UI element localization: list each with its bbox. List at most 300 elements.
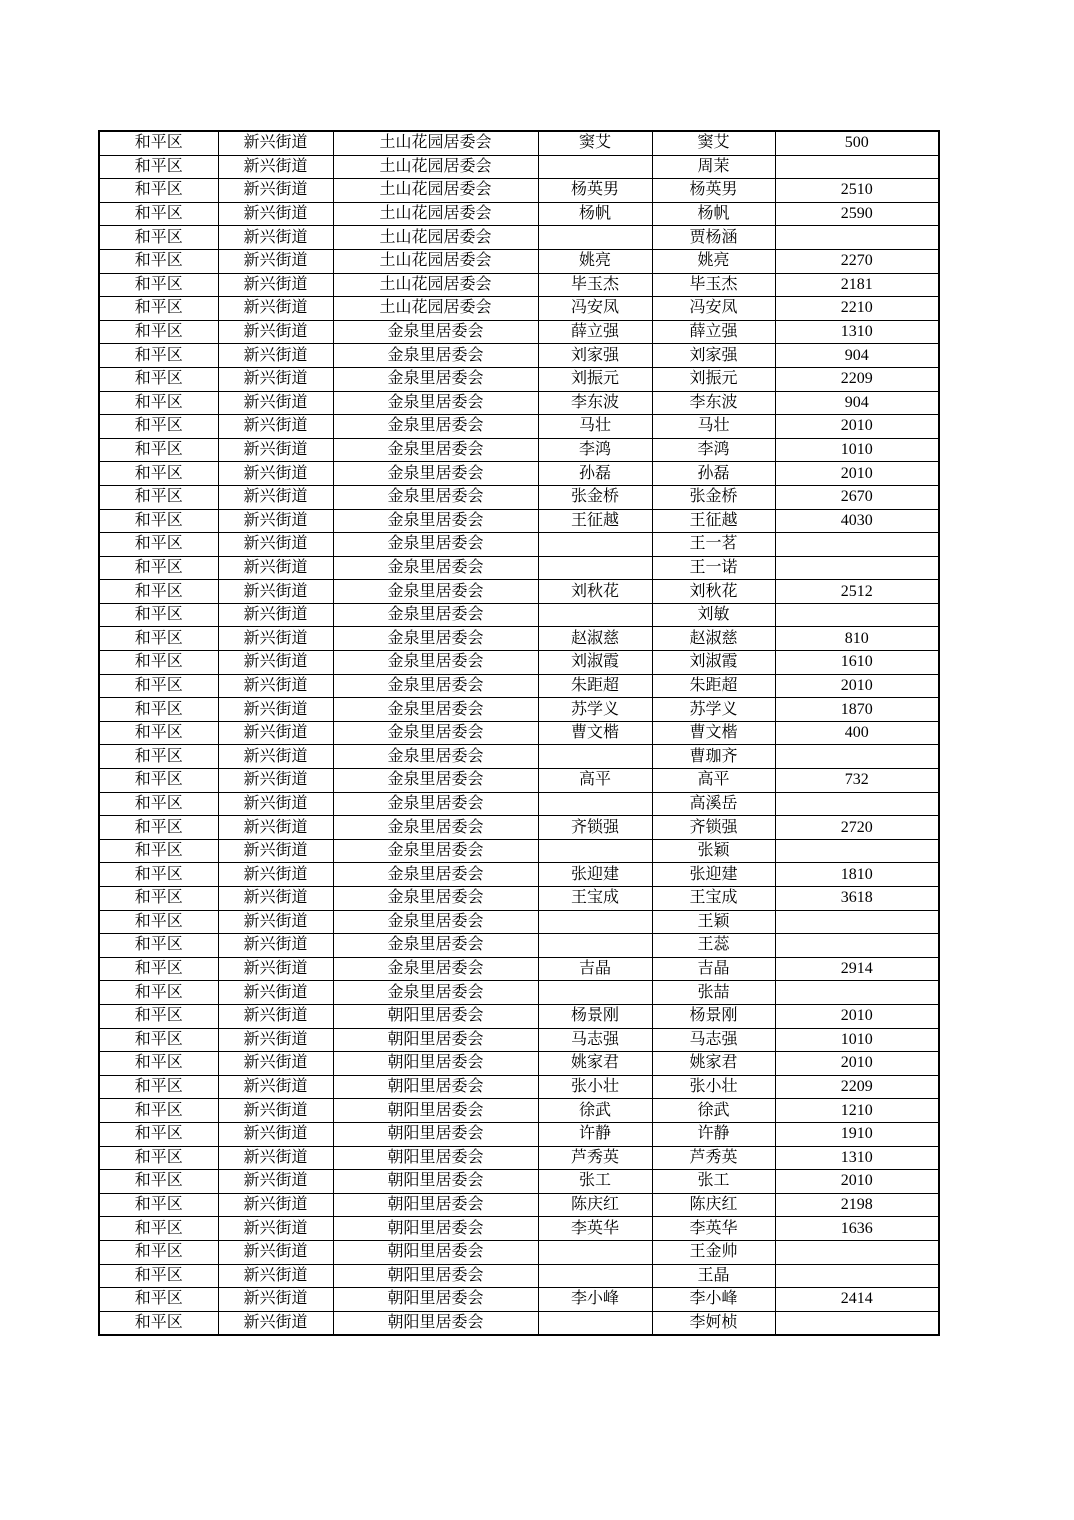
cell-name: [538, 155, 652, 179]
cell-name: 王征越: [538, 509, 652, 533]
cell-name: [538, 1264, 652, 1288]
cell-amount: 810: [775, 627, 939, 651]
cell-name: 高平: [538, 769, 652, 793]
cell-amount: 1870: [775, 698, 939, 722]
cell-name: 李小峰: [538, 1288, 652, 1312]
cell-committee: 金泉里居委会: [333, 556, 538, 580]
cell-district: 和平区: [99, 485, 218, 509]
cell-name: [538, 792, 652, 816]
cell-committee: 金泉里居委会: [333, 415, 538, 439]
cell-name2: 张喆: [652, 981, 775, 1005]
table-row: [99, 651, 939, 675]
cell-amount: 2010: [775, 1052, 939, 1076]
cell-name: 赵淑慈: [538, 627, 652, 651]
table-row: [99, 1240, 939, 1264]
cell-amount: [775, 155, 939, 179]
cell-amount: [775, 533, 939, 557]
cell-name: [538, 533, 652, 557]
table-row: [99, 1146, 939, 1170]
cell-district: 和平区: [99, 249, 218, 273]
cell-amount: 2181: [775, 273, 939, 297]
cell-name2: 张工: [652, 1170, 775, 1194]
cell-district: 和平区: [99, 462, 218, 486]
cell-committee: 金泉里居委会: [333, 462, 538, 486]
cell-name: 杨帆: [538, 202, 652, 226]
cell-street: 新兴街道: [218, 391, 333, 415]
cell-district: 和平区: [99, 1217, 218, 1241]
table-row: [99, 792, 939, 816]
cell-name2: 李鸿: [652, 438, 775, 462]
cell-amount: [775, 556, 939, 580]
cell-name2: 许静: [652, 1122, 775, 1146]
table-row: [99, 485, 939, 509]
cell-committee: 朝阳里居委会: [333, 1240, 538, 1264]
cell-district: 和平区: [99, 957, 218, 981]
cell-name2: 苏学义: [652, 698, 775, 722]
cell-amount: 400: [775, 721, 939, 745]
table-row: [99, 674, 939, 698]
cell-committee: 金泉里居委会: [333, 627, 538, 651]
cell-amount: [775, 603, 939, 627]
cell-amount: 1210: [775, 1099, 939, 1123]
cell-name: [538, 1311, 652, 1335]
cell-committee: 金泉里居委会: [333, 391, 538, 415]
table-row: [99, 226, 939, 250]
cell-district: 和平区: [99, 745, 218, 769]
cell-amount: [775, 792, 939, 816]
cell-street: 新兴街道: [218, 249, 333, 273]
cell-name: 冯安凤: [538, 297, 652, 321]
cell-street: 新兴街道: [218, 155, 333, 179]
table-row: [99, 627, 939, 651]
cell-district: 和平区: [99, 1193, 218, 1217]
cell-district: 和平区: [99, 580, 218, 604]
cell-district: 和平区: [99, 1311, 218, 1335]
table-row: [99, 816, 939, 840]
cell-name2: 李小峰: [652, 1288, 775, 1312]
table-row: [99, 297, 939, 321]
cell-committee: 朝阳里居委会: [333, 1028, 538, 1052]
cell-name: 杨英男: [538, 179, 652, 203]
cell-committee: 土山花园居委会: [333, 297, 538, 321]
cell-street: 新兴街道: [218, 839, 333, 863]
cell-district: 和平区: [99, 887, 218, 911]
cell-name2: 毕玉杰: [652, 273, 775, 297]
cell-amount: 2010: [775, 462, 939, 486]
cell-amount: 2914: [775, 957, 939, 981]
cell-street: 新兴街道: [218, 1288, 333, 1312]
table-row: [99, 1099, 939, 1123]
cell-name2: 王晶: [652, 1264, 775, 1288]
cell-committee: 金泉里居委会: [333, 839, 538, 863]
cell-street: 新兴街道: [218, 721, 333, 745]
cell-street: 新兴街道: [218, 745, 333, 769]
cell-amount: 1310: [775, 1146, 939, 1170]
cell-district: 和平区: [99, 792, 218, 816]
cell-name2: 姚亮: [652, 249, 775, 273]
cell-street: 新兴街道: [218, 131, 333, 155]
cell-name2: 李英华: [652, 1217, 775, 1241]
table-row: [99, 273, 939, 297]
table-row: [99, 202, 939, 226]
cell-street: 新兴街道: [218, 1217, 333, 1241]
cell-district: 和平区: [99, 1240, 218, 1264]
cell-name2: 冯安凤: [652, 297, 775, 321]
cell-name: 陈庆红: [538, 1193, 652, 1217]
cell-district: 和平区: [99, 1052, 218, 1076]
cell-committee: 金泉里居委会: [333, 934, 538, 958]
cell-amount: 500: [775, 131, 939, 155]
table-row: [99, 1288, 939, 1312]
cell-street: 新兴街道: [218, 1240, 333, 1264]
cell-street: 新兴街道: [218, 1075, 333, 1099]
cell-district: 和平区: [99, 556, 218, 580]
cell-committee: 土山花园居委会: [333, 155, 538, 179]
cell-committee: 朝阳里居委会: [333, 1004, 538, 1028]
cell-street: 新兴街道: [218, 415, 333, 439]
cell-street: 新兴街道: [218, 179, 333, 203]
cell-amount: 2414: [775, 1288, 939, 1312]
cell-name2: 王一诺: [652, 556, 775, 580]
cell-amount: 2210: [775, 297, 939, 321]
cell-street: 新兴街道: [218, 1122, 333, 1146]
cell-name: [538, 745, 652, 769]
cell-committee: 土山花园居委会: [333, 249, 538, 273]
cell-committee: 金泉里居委会: [333, 957, 538, 981]
cell-name: [538, 556, 652, 580]
table-row: [99, 1004, 939, 1028]
cell-district: 和平区: [99, 320, 218, 344]
table-row: [99, 415, 939, 439]
cell-street: 新兴街道: [218, 202, 333, 226]
cell-name2: 曹珈齐: [652, 745, 775, 769]
cell-amount: [775, 1311, 939, 1335]
cell-name2: 李东波: [652, 391, 775, 415]
cell-amount: 2010: [775, 1004, 939, 1028]
cell-committee: 朝阳里居委会: [333, 1075, 538, 1099]
cell-name: 刘家强: [538, 344, 652, 368]
cell-district: 和平区: [99, 367, 218, 391]
cell-amount: 2010: [775, 674, 939, 698]
cell-name2: 徐武: [652, 1099, 775, 1123]
cell-committee: 金泉里居委会: [333, 721, 538, 745]
cell-name2: 吉晶: [652, 957, 775, 981]
cell-district: 和平区: [99, 131, 218, 155]
cell-district: 和平区: [99, 603, 218, 627]
cell-district: 和平区: [99, 816, 218, 840]
cell-committee: 金泉里居委会: [333, 816, 538, 840]
cell-district: 和平区: [99, 533, 218, 557]
cell-district: 和平区: [99, 627, 218, 651]
cell-committee: 金泉里居委会: [333, 769, 538, 793]
cell-name2: 王颖: [652, 910, 775, 934]
cell-amount: 1610: [775, 651, 939, 675]
cell-committee: 金泉里居委会: [333, 863, 538, 887]
cell-name2: 贾杨涵: [652, 226, 775, 250]
cell-street: 新兴街道: [218, 533, 333, 557]
cell-committee: 金泉里居委会: [333, 698, 538, 722]
cell-name: 刘振元: [538, 367, 652, 391]
cell-name2: 刘家强: [652, 344, 775, 368]
cell-amount: 2010: [775, 1170, 939, 1194]
cell-name2: 薛立强: [652, 320, 775, 344]
cell-street: 新兴街道: [218, 1052, 333, 1076]
cell-district: 和平区: [99, 981, 218, 1005]
cell-street: 新兴街道: [218, 273, 333, 297]
cell-amount: 2510: [775, 179, 939, 203]
cell-district: 和平区: [99, 226, 218, 250]
cell-name2: 杨英男: [652, 179, 775, 203]
table-row: [99, 179, 939, 203]
cell-district: 和平区: [99, 839, 218, 863]
cell-committee: 朝阳里居委会: [333, 1217, 538, 1241]
table-row: [99, 1028, 939, 1052]
table-row: [99, 769, 939, 793]
cell-name2: 赵淑慈: [652, 627, 775, 651]
cell-committee: 金泉里居委会: [333, 485, 538, 509]
cell-committee: 金泉里居委会: [333, 792, 538, 816]
table-row: [99, 957, 939, 981]
cell-amount: 3618: [775, 887, 939, 911]
cell-name: 李英华: [538, 1217, 652, 1241]
cell-district: 和平区: [99, 651, 218, 675]
cell-district: 和平区: [99, 202, 218, 226]
cell-name: 齐锁强: [538, 816, 652, 840]
cell-committee: 朝阳里居委会: [333, 1311, 538, 1335]
cell-street: 新兴街道: [218, 320, 333, 344]
cell-committee: 金泉里居委会: [333, 910, 538, 934]
cell-committee: 朝阳里居委会: [333, 1264, 538, 1288]
cell-amount: 904: [775, 344, 939, 368]
cell-amount: 904: [775, 391, 939, 415]
cell-name2: 马志强: [652, 1028, 775, 1052]
cell-committee: 金泉里居委会: [333, 367, 538, 391]
cell-committee: 土山花园居委会: [333, 226, 538, 250]
cell-name2: 朱距超: [652, 674, 775, 698]
cell-name2: 杨景刚: [652, 1004, 775, 1028]
cell-street: 新兴街道: [218, 674, 333, 698]
table-row: [99, 344, 939, 368]
cell-committee: 土山花园居委会: [333, 179, 538, 203]
cell-street: 新兴街道: [218, 1264, 333, 1288]
cell-name: 马志强: [538, 1028, 652, 1052]
cell-district: 和平区: [99, 1146, 218, 1170]
cell-district: 和平区: [99, 179, 218, 203]
cell-amount: 2720: [775, 816, 939, 840]
cell-amount: 1910: [775, 1122, 939, 1146]
cell-street: 新兴街道: [218, 698, 333, 722]
cell-street: 新兴街道: [218, 769, 333, 793]
cell-amount: [775, 1240, 939, 1264]
cell-street: 新兴街道: [218, 344, 333, 368]
cell-committee: 土山花园居委会: [333, 202, 538, 226]
residents-table-body: [99, 131, 939, 1335]
table-row: [99, 1217, 939, 1241]
cell-district: 和平区: [99, 910, 218, 934]
cell-name: [538, 226, 652, 250]
cell-name2: 刘敏: [652, 603, 775, 627]
cell-district: 和平区: [99, 1099, 218, 1123]
table-row: [99, 320, 939, 344]
cell-name: 芦秀英: [538, 1146, 652, 1170]
cell-district: 和平区: [99, 1264, 218, 1288]
cell-district: 和平区: [99, 934, 218, 958]
cell-district: 和平区: [99, 509, 218, 533]
cell-district: 和平区: [99, 863, 218, 887]
table-row: [99, 863, 939, 887]
cell-amount: [775, 910, 939, 934]
cell-name: 姚家君: [538, 1052, 652, 1076]
cell-name: 窦艾: [538, 131, 652, 155]
cell-committee: 金泉里居委会: [333, 438, 538, 462]
cell-name: 杨景刚: [538, 1004, 652, 1028]
cell-name2: 周茉: [652, 155, 775, 179]
cell-street: 新兴街道: [218, 910, 333, 934]
cell-committee: 土山花园居委会: [333, 131, 538, 155]
cell-district: 和平区: [99, 1004, 218, 1028]
cell-district: 和平区: [99, 769, 218, 793]
cell-name: 朱距超: [538, 674, 652, 698]
table-row: [99, 1075, 939, 1099]
cell-committee: 朝阳里居委会: [333, 1170, 538, 1194]
cell-amount: [775, 745, 939, 769]
cell-street: 新兴街道: [218, 981, 333, 1005]
cell-amount: [775, 1264, 939, 1288]
cell-district: 和平区: [99, 721, 218, 745]
cell-name: 刘秋花: [538, 580, 652, 604]
cell-street: 新兴街道: [218, 603, 333, 627]
cell-name: 张金桥: [538, 485, 652, 509]
cell-street: 新兴街道: [218, 1170, 333, 1194]
cell-committee: 金泉里居委会: [333, 981, 538, 1005]
cell-district: 和平区: [99, 1075, 218, 1099]
cell-street: 新兴街道: [218, 934, 333, 958]
cell-name2: 刘淑霞: [652, 651, 775, 675]
cell-name: 曹文楷: [538, 721, 652, 745]
cell-street: 新兴街道: [218, 863, 333, 887]
cell-committee: 朝阳里居委会: [333, 1193, 538, 1217]
cell-district: 和平区: [99, 674, 218, 698]
table-row: [99, 131, 939, 155]
cell-committee: 朝阳里居委会: [333, 1052, 538, 1076]
cell-name2: 陈庆红: [652, 1193, 775, 1217]
cell-committee: 金泉里居委会: [333, 745, 538, 769]
cell-street: 新兴街道: [218, 556, 333, 580]
table-row: [99, 367, 939, 391]
cell-name2: 高平: [652, 769, 775, 793]
cell-committee: 金泉里居委会: [333, 887, 538, 911]
cell-street: 新兴街道: [218, 1193, 333, 1217]
cell-street: 新兴街道: [218, 1028, 333, 1052]
cell-name: 吉晶: [538, 957, 652, 981]
residents-table: [98, 130, 940, 1336]
cell-name2: 高溪岳: [652, 792, 775, 816]
cell-amount: 1010: [775, 438, 939, 462]
cell-street: 新兴街道: [218, 1004, 333, 1028]
cell-street: 新兴街道: [218, 297, 333, 321]
cell-name: 王宝成: [538, 887, 652, 911]
cell-name2: 王一茗: [652, 533, 775, 557]
cell-name2: 张金桥: [652, 485, 775, 509]
cell-name2: 王征越: [652, 509, 775, 533]
cell-amount: 2198: [775, 1193, 939, 1217]
cell-name2: 曹文楷: [652, 721, 775, 745]
cell-street: 新兴街道: [218, 1099, 333, 1123]
cell-committee: 朝阳里居委会: [333, 1288, 538, 1312]
table-row: [99, 887, 939, 911]
cell-name: 李东波: [538, 391, 652, 415]
cell-amount: 2590: [775, 202, 939, 226]
cell-street: 新兴街道: [218, 580, 333, 604]
cell-name2: 王蕊: [652, 934, 775, 958]
cell-name2: 张迎建: [652, 863, 775, 887]
cell-committee: 朝阳里居委会: [333, 1146, 538, 1170]
cell-district: 和平区: [99, 1170, 218, 1194]
cell-street: 新兴街道: [218, 957, 333, 981]
cell-name2: 王宝成: [652, 887, 775, 911]
cell-committee: 金泉里居委会: [333, 344, 538, 368]
table-row: [99, 934, 939, 958]
cell-name: 孙磊: [538, 462, 652, 486]
cell-name2: 刘振元: [652, 367, 775, 391]
cell-name: [538, 603, 652, 627]
table-row: [99, 603, 939, 627]
cell-name2: 刘秋花: [652, 580, 775, 604]
cell-name2: 芦秀英: [652, 1146, 775, 1170]
cell-name: [538, 934, 652, 958]
cell-amount: 2270: [775, 249, 939, 273]
cell-name: [538, 839, 652, 863]
cell-committee: 金泉里居委会: [333, 533, 538, 557]
table-row: [99, 1311, 939, 1335]
cell-street: 新兴街道: [218, 509, 333, 533]
cell-name: 张工: [538, 1170, 652, 1194]
cell-amount: [775, 934, 939, 958]
table-row: [99, 556, 939, 580]
cell-name2: 杨帆: [652, 202, 775, 226]
cell-name: 苏学义: [538, 698, 652, 722]
cell-committee: 金泉里居委会: [333, 603, 538, 627]
cell-district: 和平区: [99, 415, 218, 439]
cell-committee: 金泉里居委会: [333, 651, 538, 675]
cell-street: 新兴街道: [218, 1146, 333, 1170]
cell-street: 新兴街道: [218, 462, 333, 486]
cell-name: 薛立强: [538, 320, 652, 344]
table-row: [99, 249, 939, 273]
table-row: [99, 1170, 939, 1194]
cell-amount: 1810: [775, 863, 939, 887]
table-row: [99, 155, 939, 179]
cell-name: 马壮: [538, 415, 652, 439]
table-row: [99, 580, 939, 604]
table-row: [99, 698, 939, 722]
cell-committee: 朝阳里居委会: [333, 1122, 538, 1146]
cell-amount: [775, 839, 939, 863]
cell-amount: 1010: [775, 1028, 939, 1052]
cell-street: 新兴街道: [218, 438, 333, 462]
cell-amount: 4030: [775, 509, 939, 533]
cell-district: 和平区: [99, 438, 218, 462]
cell-amount: 1636: [775, 1217, 939, 1241]
cell-street: 新兴街道: [218, 627, 333, 651]
cell-district: 和平区: [99, 155, 218, 179]
cell-name2: 张小壮: [652, 1075, 775, 1099]
cell-street: 新兴街道: [218, 887, 333, 911]
cell-amount: [775, 981, 939, 1005]
table-row: [99, 391, 939, 415]
cell-district: 和平区: [99, 273, 218, 297]
cell-amount: [775, 226, 939, 250]
